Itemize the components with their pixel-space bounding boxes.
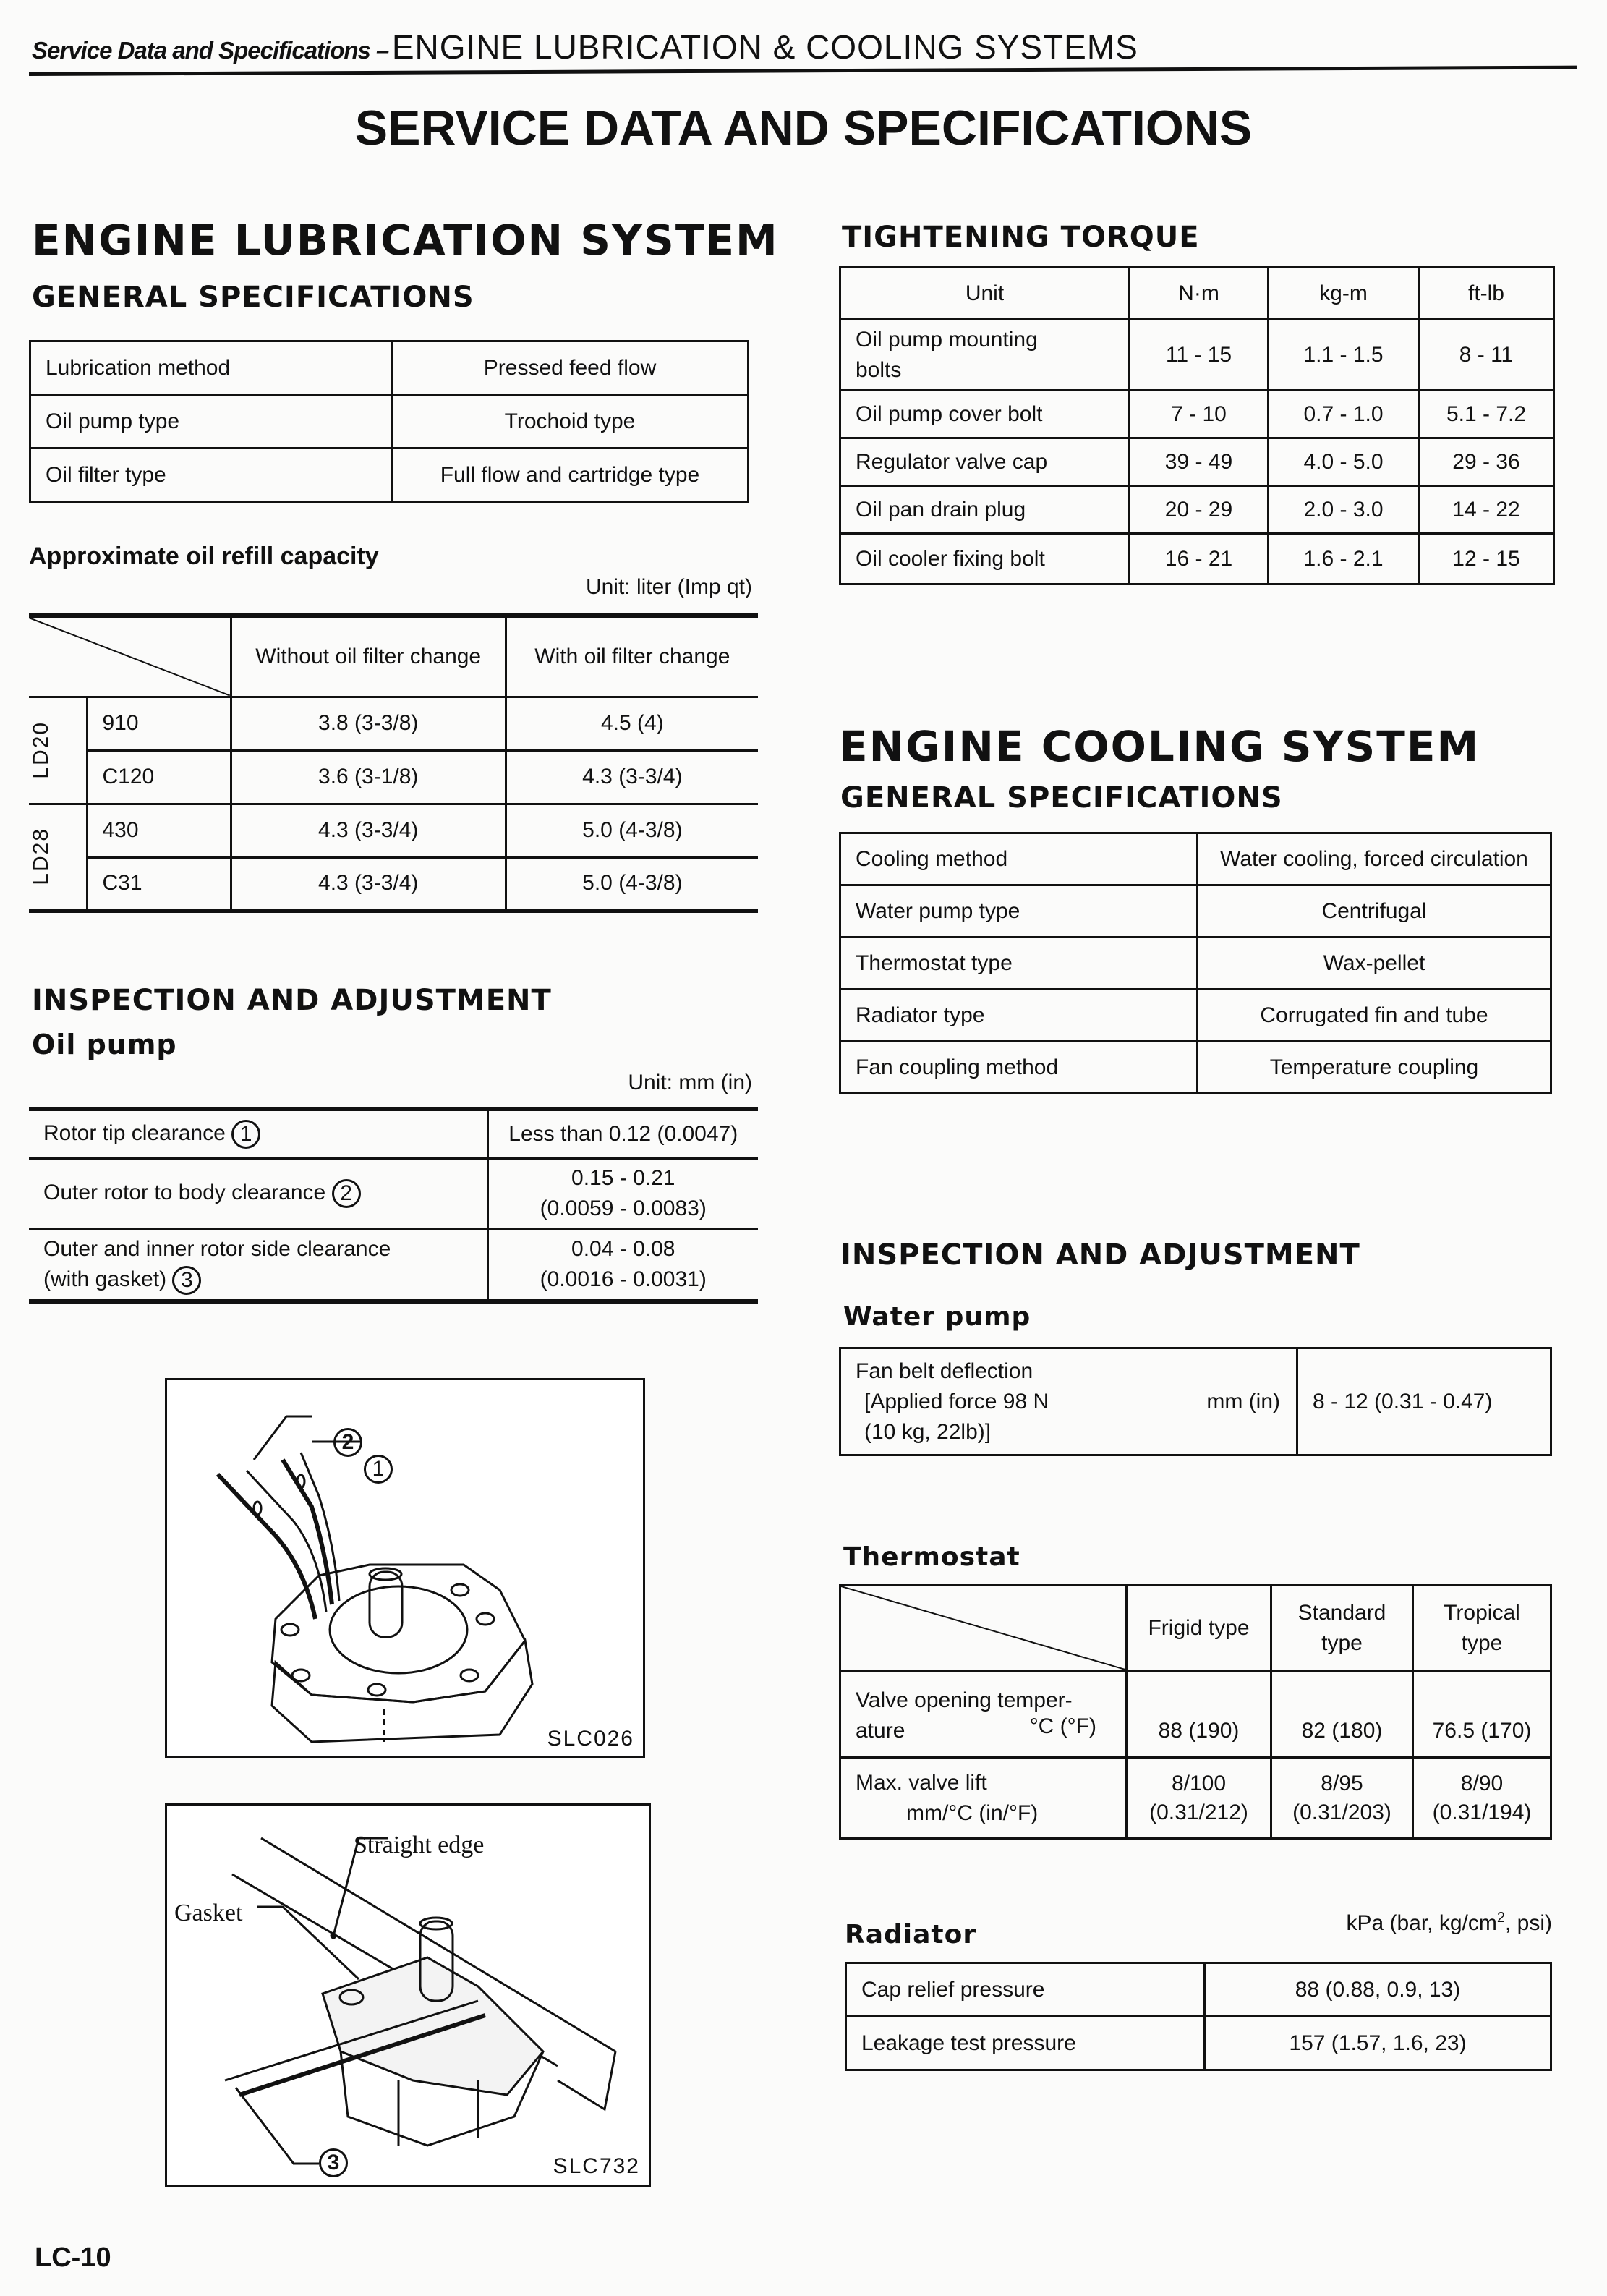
table-row <box>29 804 758 857</box>
oil-pump-unit: Unit: mm (in) <box>628 1071 752 1094</box>
torque-item: Oil pan drain plug <box>840 486 1130 534</box>
diagonal-line <box>29 618 230 696</box>
header-rule <box>29 66 1577 76</box>
torque-table <box>839 266 1555 585</box>
figure-oil-pump-feeler <box>165 1378 645 1758</box>
column-header-line: Frigid type <box>1148 1615 1250 1640</box>
page-title: SERVICE DATA AND SPECIFICATIONS <box>354 101 1253 156</box>
table-row <box>840 534 1554 584</box>
table-row <box>840 990 1551 1042</box>
table-row <box>29 1109 758 1158</box>
table-row <box>840 320 1554 391</box>
spec-label: Lubrication method <box>30 341 392 395</box>
torque-nm: 20 - 29 <box>1130 486 1269 534</box>
column-header: With oil filter change <box>506 616 758 697</box>
spec-value: Water cooling, forced circulation <box>1198 833 1551 885</box>
torque-title: TIGHTENING TORQUE <box>842 221 1200 254</box>
table-row <box>840 1671 1551 1758</box>
figure-side-clearance <box>165 1803 651 2187</box>
thermostat-label-cell <box>840 1758 1127 1839</box>
oil-pump-table <box>29 1107 758 1304</box>
column-header <box>1413 1586 1551 1671</box>
lubrication-general-table <box>29 340 749 503</box>
torque-ftlb: 12 - 15 <box>1419 534 1554 584</box>
table-row <box>840 937 1551 990</box>
inspection-value: 0.15 - 0.21 <box>571 1166 675 1190</box>
model-cell: 910 <box>87 697 231 750</box>
inspection-value-inch: (0.0016 - 0.0031) <box>540 1267 707 1292</box>
model-cell: C120 <box>87 750 231 804</box>
torque-ftlb: 29 - 36 <box>1419 438 1554 486</box>
table-header-row <box>840 268 1554 320</box>
spec-value: Full flow and cartridge type <box>392 448 749 502</box>
inspection-label: Rotor tip clearance <box>43 1121 226 1145</box>
engine-label: LD20 <box>29 721 53 779</box>
cooling-inspection-title: INSPECTION AND ADJUSTMENT <box>840 1238 1360 1272</box>
torque-ftlb: 8 - 11 <box>1419 320 1554 391</box>
radiator-value: 88 (0.88, 0.9, 13) <box>1205 1963 1551 2017</box>
column-header: Without oil filter change <box>231 616 506 697</box>
radiator-unit-suffix: , psi) <box>1504 1911 1552 1935</box>
table-row <box>840 391 1554 438</box>
spec-value: Wax-pellet <box>1198 937 1551 990</box>
radiator-table <box>845 1962 1552 2071</box>
capacity-unit: Unit: liter (Imp qt) <box>585 575 752 599</box>
thermostat-value-alt: (0.31/212) <box>1149 1800 1248 1824</box>
column-header: ft-lb <box>1419 268 1554 320</box>
thermostat-value: 8/100 <box>1171 1771 1227 1795</box>
thermostat-value-cell <box>1413 1758 1551 1839</box>
table-row <box>840 1758 1551 1839</box>
table-row <box>840 438 1554 486</box>
fan-belt-value: 8 - 12 (0.31 - 0.47) <box>1297 1348 1551 1455</box>
straight-edge-label: Straight edge <box>354 1832 485 1858</box>
table-row <box>29 1158 758 1229</box>
callout-3-icon: 3 <box>172 1266 201 1295</box>
diagonal-line <box>841 1586 1125 1670</box>
inspection-label-cell <box>29 1109 487 1158</box>
column-header: kg-m <box>1269 268 1419 320</box>
thermostat-value-cell <box>1127 1758 1271 1839</box>
thermostat-subtitle: Thermostat <box>843 1542 1020 1572</box>
value-cell: 4.3 (3-3/4) <box>231 804 506 857</box>
cooling-general-title: GENERAL SPECIFICATIONS <box>840 781 1283 815</box>
figure-code: SLC732 <box>553 2154 640 2178</box>
torque-item: Regulator valve cap <box>840 438 1130 486</box>
torque-ftlb: 5.1 - 7.2 <box>1419 391 1554 438</box>
table-row <box>846 1963 1551 2017</box>
table-row <box>840 1348 1551 1455</box>
thermostat-label: ature <box>856 1719 905 1743</box>
callout-2-icon: 2 <box>333 1428 362 1457</box>
inspection-label-cell <box>29 1229 487 1301</box>
spec-label: Cooling method <box>840 833 1198 885</box>
table-row <box>30 448 749 502</box>
spec-value: Pressed feed flow <box>392 341 749 395</box>
torque-item: Oil pump cover bolt <box>840 391 1130 438</box>
torque-item: Oil pump mounting bolts <box>840 320 1130 391</box>
radiator-label: Leakage test pressure <box>846 2017 1205 2070</box>
spec-label: Oil pump type <box>30 395 392 448</box>
inspection-value: Less than 0.12 (0.0047) <box>487 1109 758 1158</box>
column-header-line: type <box>1321 1630 1363 1655</box>
thermostat-label: Valve opening temper- <box>856 1688 1073 1712</box>
figure-code: SLC026 <box>547 1727 634 1751</box>
fan-belt-force-alt: (10 kg, 22lb)] <box>864 1419 992 1444</box>
spec-label: Water pump type <box>840 885 1198 937</box>
thermostat-value: 8/90 <box>1460 1771 1504 1795</box>
diagonal-header-cell <box>840 1586 1127 1671</box>
thermostat-value: 88 (190) <box>1127 1671 1271 1758</box>
thermostat-label-cell <box>840 1671 1127 1758</box>
column-header <box>1127 1586 1271 1671</box>
value-cell: 5.0 (4-3/8) <box>506 804 758 857</box>
torque-nm: 39 - 49 <box>1130 438 1269 486</box>
radiator-subtitle: Radiator <box>845 1920 977 1950</box>
torque-nm: 7 - 10 <box>1130 391 1269 438</box>
table-header-row <box>29 616 758 697</box>
spec-label: Oil filter type <box>30 448 392 502</box>
torque-item: Oil cooler fixing bolt <box>840 534 1130 584</box>
thermostat-table <box>839 1584 1552 1840</box>
value-cell: 5.0 (4-3/8) <box>506 857 758 911</box>
value-cell: 4.3 (3-3/4) <box>231 857 506 911</box>
table-row <box>846 2017 1551 2070</box>
column-header <box>1271 1586 1413 1671</box>
engine-label: LD28 <box>29 828 53 886</box>
lubrication-title: ENGINE LUBRICATION SYSTEM <box>32 216 779 265</box>
spec-label: Fan coupling method <box>840 1042 1198 1094</box>
column-header-line: Tropical <box>1444 1600 1520 1625</box>
oil-pump-subtitle: Oil pump <box>32 1029 177 1060</box>
radiator-unit-prefix: kPa (bar, kg/cm <box>1346 1911 1497 1935</box>
gasket-label: Gasket <box>174 1900 243 1926</box>
capacity-title: Approximate oil refill capacity <box>29 543 379 570</box>
spec-label: Thermostat type <box>840 937 1198 990</box>
oil-pump-feeler-illustration <box>167 1380 647 1760</box>
column-header-line: type <box>1461 1630 1503 1655</box>
water-pump-table <box>839 1347 1552 1456</box>
torque-ftlb: 14 - 22 <box>1419 486 1554 534</box>
running-header-section: Service Data and Specifications – <box>32 37 389 64</box>
diagonal-header-cell <box>29 616 231 697</box>
table-row <box>840 486 1554 534</box>
side-clearance-illustration <box>167 1806 653 2189</box>
inspection-value-inch: (0.0059 - 0.0083) <box>540 1196 707 1220</box>
inspection-label: (with gasket) <box>43 1267 167 1292</box>
running-header-chapter: ENGINE LUBRICATION & COOLING SYSTEMS <box>391 28 1138 66</box>
torque-nm: 11 - 15 <box>1130 320 1269 391</box>
table-row <box>29 1229 758 1301</box>
column-header-line: Standard <box>1297 1600 1386 1625</box>
table-header-row <box>840 1586 1551 1671</box>
thermostat-label: Max. valve lift <box>856 1770 987 1795</box>
model-cell: 430 <box>87 804 231 857</box>
torque-kgm: 0.7 - 1.0 <box>1269 391 1419 438</box>
torque-nm: 16 - 21 <box>1130 534 1269 584</box>
radiator-value: 157 (1.57, 1.6, 23) <box>1205 2017 1551 2070</box>
value-cell: 4.3 (3-3/4) <box>506 750 758 804</box>
thermostat-unit: mm/°C (in/°F) <box>906 1800 1039 1825</box>
table-row <box>30 341 749 395</box>
torque-kgm: 2.0 - 3.0 <box>1269 486 1419 534</box>
torque-kgm: 1.6 - 2.1 <box>1269 534 1419 584</box>
column-header: Unit <box>840 268 1130 320</box>
lubrication-inspection-title: INSPECTION AND ADJUSTMENT <box>32 984 552 1017</box>
thermostat-value-cell <box>1271 1758 1413 1839</box>
thermostat-unit: °C (°F) <box>1029 1714 1096 1738</box>
lubrication-general-title: GENERAL SPECIFICATIONS <box>32 281 474 314</box>
callout-2-icon: 2 <box>332 1179 361 1208</box>
table-row <box>29 697 758 750</box>
callout-1-icon: 1 <box>231 1120 260 1149</box>
fan-belt-label: Fan belt deflection <box>856 1359 1033 1383</box>
spec-value: Corrugated fin and tube <box>1198 990 1551 1042</box>
water-pump-subtitle: Water pump <box>843 1302 1031 1332</box>
cooling-title: ENGINE COOLING SYSTEM <box>839 722 1480 771</box>
inspection-value-cell <box>487 1229 758 1301</box>
inspection-label: Outer and inner rotor side clearance <box>43 1237 391 1262</box>
table-row <box>29 750 758 804</box>
capacity-table <box>29 613 758 913</box>
callout-1-icon: 1 <box>364 1455 393 1484</box>
radiator-label: Cap relief pressure <box>846 1963 1205 2017</box>
callout-3-icon: 3 <box>319 2148 348 2177</box>
inspection-value: 0.04 - 0.08 <box>571 1237 675 1262</box>
thermostat-value-alt: (0.31/203) <box>1292 1800 1391 1824</box>
column-header: N·m <box>1130 268 1269 320</box>
thermostat-value: 8/95 <box>1321 1771 1363 1795</box>
page-number: LC-10 <box>35 2242 111 2273</box>
engine-group-cell <box>29 697 87 804</box>
table-row <box>840 885 1551 937</box>
spec-label: Radiator type <box>840 990 1198 1042</box>
fan-belt-force: [Applied force 98 N <box>864 1389 1049 1413</box>
table-row <box>840 1042 1551 1094</box>
inspection-label-cell <box>29 1158 487 1229</box>
torque-kgm: 1.1 - 1.5 <box>1269 320 1419 391</box>
inspection-label: Outer rotor to body clearance <box>43 1180 326 1204</box>
table-row <box>30 395 749 448</box>
spec-value: Centrifugal <box>1198 885 1551 937</box>
spec-value: Temperature coupling <box>1198 1042 1551 1094</box>
fan-belt-label-cell <box>840 1348 1297 1455</box>
spec-value: Trochoid type <box>392 395 749 448</box>
torque-kgm: 4.0 - 5.0 <box>1269 438 1419 486</box>
value-cell: 3.6 (3-1/8) <box>231 750 506 804</box>
thermostat-value: 76.5 (170) <box>1413 1671 1551 1758</box>
value-cell: 3.8 (3-3/8) <box>231 697 506 750</box>
table-row <box>840 833 1551 885</box>
radiator-unit <box>1229 1910 1552 1936</box>
engine-group-cell <box>29 804 87 911</box>
cooling-general-table <box>839 832 1552 1094</box>
running-header <box>32 27 1138 67</box>
model-cell: C31 <box>87 857 231 911</box>
table-row <box>29 857 758 911</box>
fan-belt-unit: mm (in) <box>1206 1390 1280 1413</box>
value-cell: 4.5 (4) <box>506 697 758 750</box>
inspection-value-cell <box>487 1158 758 1229</box>
thermostat-value: 82 (180) <box>1271 1671 1413 1758</box>
thermostat-value-alt: (0.31/194) <box>1432 1800 1532 1824</box>
radiator-unit-sup: 2 <box>1496 1910 1505 1926</box>
